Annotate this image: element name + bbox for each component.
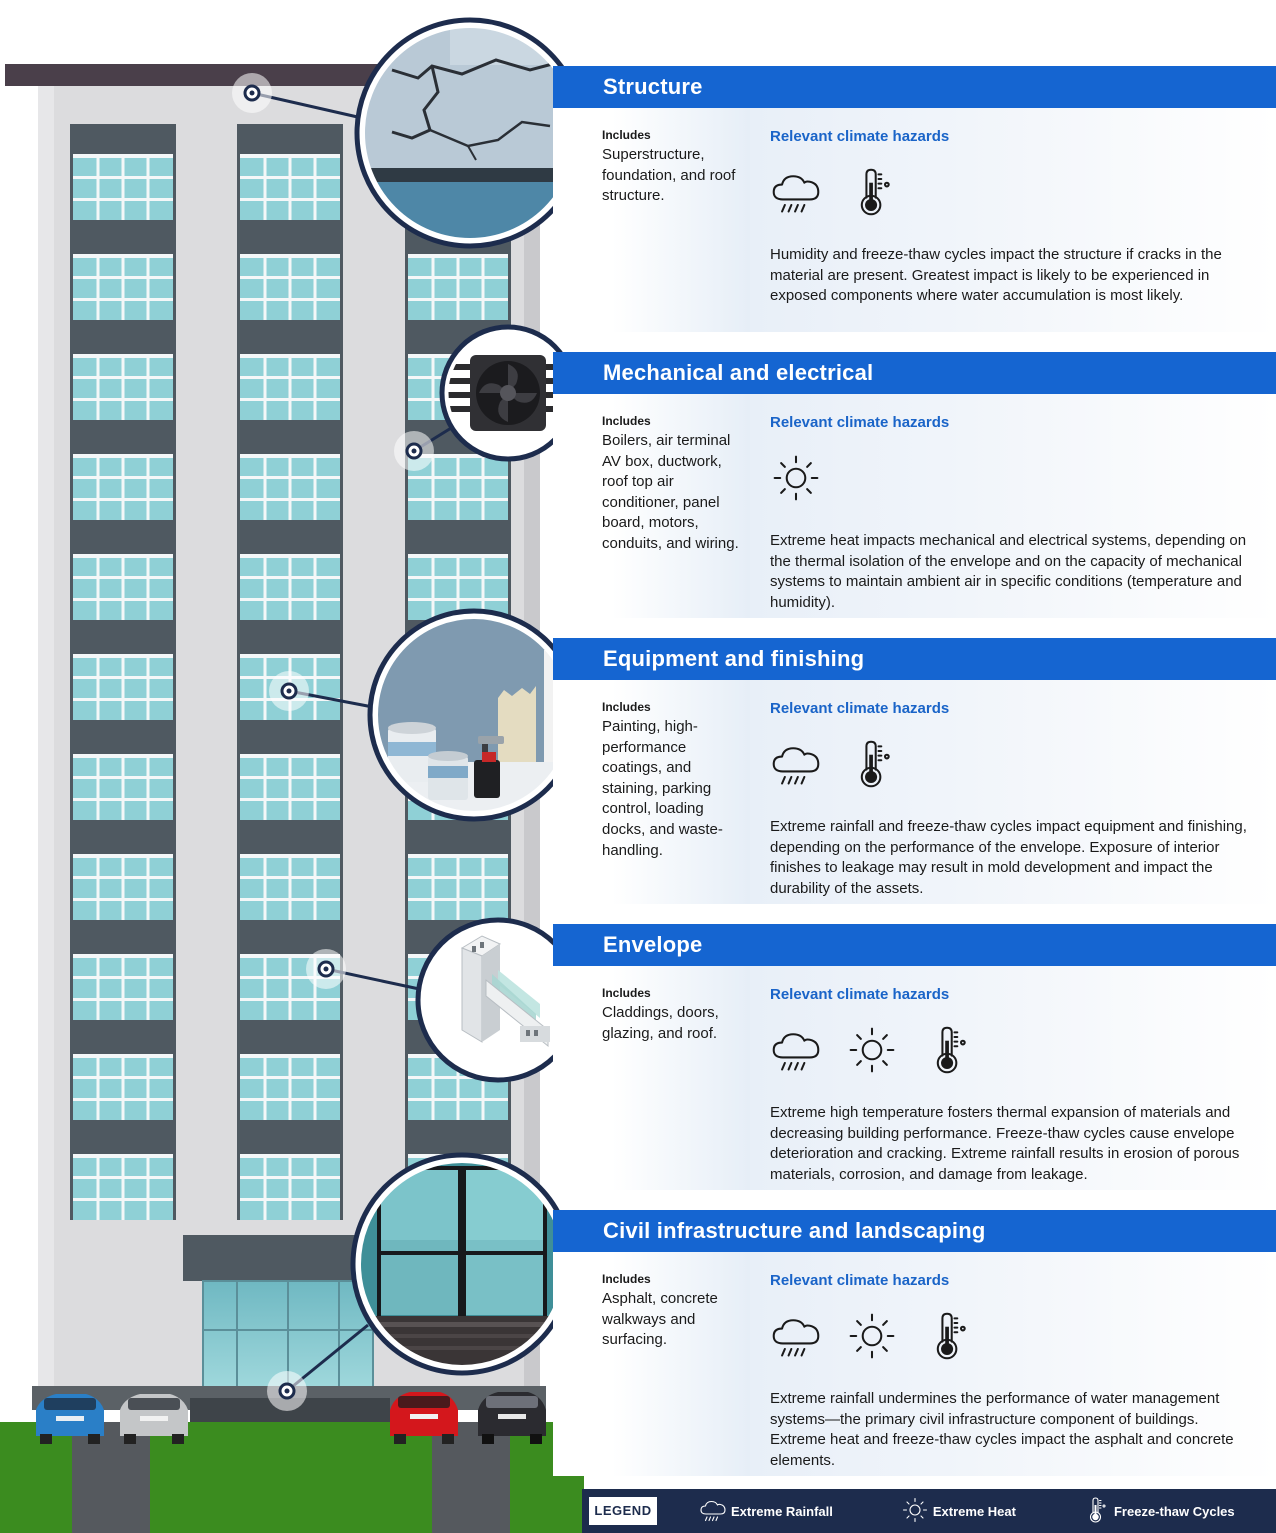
includes-label: Includes <box>602 1272 651 1286</box>
sun-icon <box>846 1310 898 1362</box>
includes-text: Boilers, air terminal AV box, ductwork, roof top air conditioner, panel board, motors, conduits, and wiring. <box>602 432 739 552</box>
hazard-description: Humidity and freeze-thaw cycles impact the structure if cracks in the material are present. Greatest impact is likely to be experienced in exposed components where water accumulation is most likely. <box>770 246 1222 305</box>
legend-item-heat <box>897 1496 1016 1527</box>
section-title: Structure <box>553 66 1276 108</box>
hazards-panel <box>750 1252 1276 1476</box>
legend-label: Extreme Heat <box>932 1503 1016 1519</box>
sun-icon <box>901 1496 929 1527</box>
thermometer-icon <box>846 738 898 790</box>
hazards-label: Relevant climate hazards <box>770 700 950 717</box>
legend-item-rainfall <box>695 1496 833 1527</box>
section-structure <box>553 66 1276 332</box>
section-equipment-finishing <box>553 638 1276 904</box>
hazard-icons <box>770 733 1256 795</box>
section-civil-infrastructure <box>553 1210 1276 1476</box>
hazards-label: Relevant climate hazards <box>770 128 950 145</box>
includes-panel <box>553 966 750 1190</box>
includes-text: Claddings, doors, glazing, and roof. <box>602 1004 719 1042</box>
section-title: Envelope <box>553 924 1276 966</box>
thermometer-icon <box>846 166 898 218</box>
includes-text: Painting, high-performance coatings, and staining, parking control, loading docks, and waste-handling. <box>602 718 723 859</box>
section-title: Civil infrastructure and landscaping <box>553 1210 1276 1252</box>
hazards-panel <box>750 680 1276 904</box>
hazard-description: Extreme rainfall and freeze-thaw cycles impact equipment and finishing, depending on the performance of the envelope. Exposure of interior finishes to leakage may result in mold development and impact the durability of the assets. <box>770 818 1247 897</box>
legend-label: Freeze-thaw Cycles <box>1113 1503 1235 1519</box>
section-title: Equipment and finishing <box>553 638 1276 680</box>
hazards-label: Relevant climate hazards <box>770 986 950 1003</box>
hazards-panel <box>750 108 1276 332</box>
hazard-description: Extreme heat impacts mechanical and electrical systems, depending on the thermal isolation of the envelope and on the capacity of mechanical systems to maintain ambient air in specific conditions (temperature and humidity). <box>770 532 1247 611</box>
includes-text: Asphalt, concrete walkways and surfacing. <box>602 1290 718 1349</box>
legend-bar <box>582 1489 1276 1533</box>
legend-label: Extreme Rainfall <box>731 1503 833 1519</box>
includes-panel <box>553 1252 750 1476</box>
includes-label: Includes <box>602 414 651 428</box>
thermometer-icon <box>922 1024 974 1076</box>
sun-icon <box>770 452 822 504</box>
sun-icon <box>846 1024 898 1076</box>
includes-panel <box>553 680 750 904</box>
callout-equipment-paint-cans <box>370 611 584 822</box>
building-illustration <box>0 0 600 1533</box>
hazard-icons <box>770 447 1256 509</box>
section-envelope <box>553 924 1276 1190</box>
includes-panel <box>553 394 750 618</box>
hazard-icons <box>770 161 1256 223</box>
callout-structure-cracked-concrete <box>357 20 583 247</box>
hazard-icons <box>770 1305 1256 1367</box>
includes-label: Includes <box>602 986 651 1000</box>
hazard-description: Extreme high temperature fosters thermal expansion of materials and decreasing building performance. Freeze-thaw cycles cause envelope deterioration and cracking. Extreme rainfall results in erosion of porous materials, corrosion, and damage from leakage. <box>770 1104 1240 1183</box>
hazards-label: Relevant climate hazards <box>770 1272 950 1289</box>
includes-label: Includes <box>602 128 651 142</box>
rain-cloud-icon <box>699 1496 727 1527</box>
thermometer-icon <box>922 1310 974 1362</box>
hazards-label: Relevant climate hazards <box>770 414 950 431</box>
section-mechanical-electrical <box>553 352 1276 618</box>
section-title: Mechanical and electrical <box>553 352 1276 394</box>
legend-title: LEGEND <box>589 1497 657 1525</box>
includes-label: Includes <box>602 700 651 714</box>
legend-item-freeze-thaw <box>1078 1496 1235 1527</box>
hazards-panel <box>750 394 1276 618</box>
hazard-icons <box>770 1019 1256 1081</box>
hazard-description: Extreme rainfall undermines the performance of water management systems—the primary civil infrastructure component of buildings. Extreme heat and freeze-thaw cycles impact the asphalt and concrete elements. <box>770 1390 1234 1469</box>
rain-cloud-icon <box>770 1310 822 1362</box>
callout-civil-glass-doors <box>353 1155 571 1376</box>
rain-cloud-icon <box>770 166 822 218</box>
rain-cloud-icon <box>770 738 822 790</box>
hazards-panel <box>750 966 1276 1190</box>
includes-text: Superstructure, foundation, and roof structure. <box>602 146 736 205</box>
rain-cloud-icon <box>770 1024 822 1076</box>
includes-panel <box>553 108 750 332</box>
thermometer-icon <box>1082 1496 1110 1527</box>
